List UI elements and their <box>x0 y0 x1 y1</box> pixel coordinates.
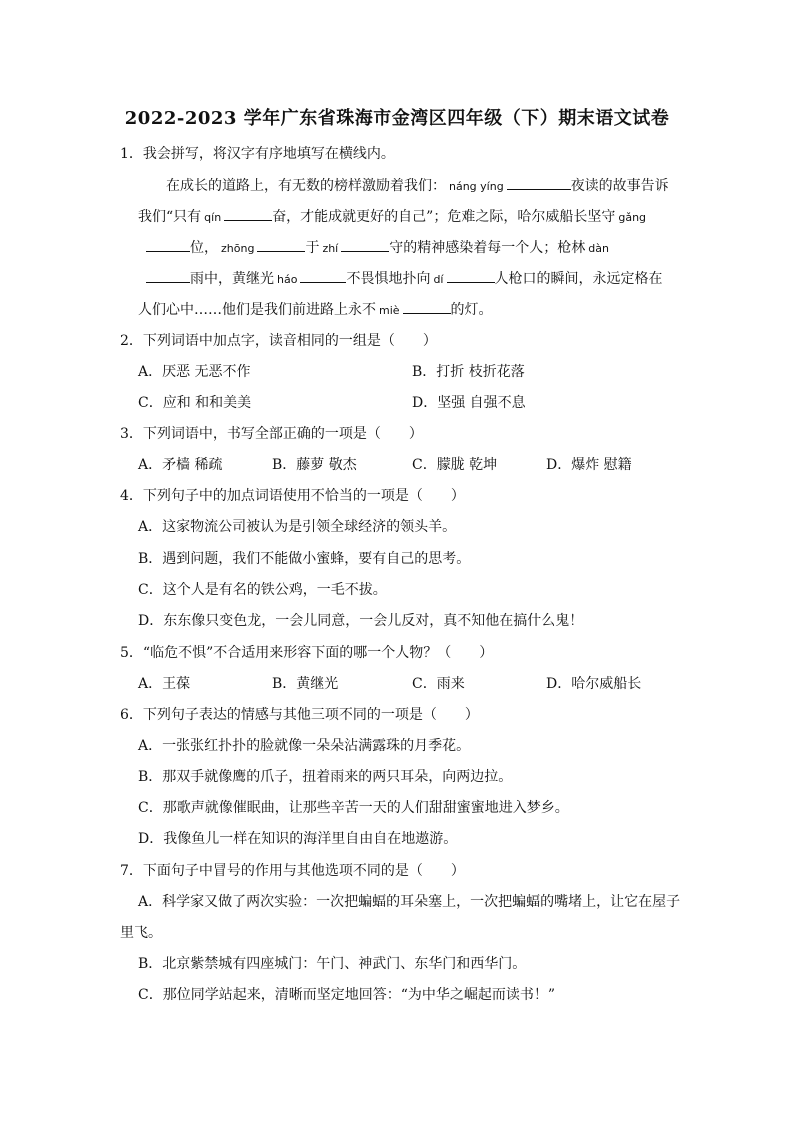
q1-line-1 <box>166 175 669 197</box>
q2-option-c[interactable]: C．应和 和和美美 <box>138 395 252 411</box>
q1-text: 人枪口的瞬间，永远定格在 <box>494 271 663 287</box>
q1-text: 在成长的道路上，有无数的榜样激励着我们： <box>166 178 446 194</box>
question-2-stem: 2．下列词语中加点字，读音相同的一组是（ ） <box>120 333 437 349</box>
q1-text: 于 <box>305 240 320 256</box>
q4-option-d[interactable]: D．东东像只变色龙，一会儿同意，一会儿反对，真不知他在搞什么鬼！ <box>138 613 584 629</box>
answer-blank[interactable] <box>447 268 495 283</box>
q6-option-c[interactable]: C．那歌声就像催眠曲，让那些辛苦一天的人们甜甜蜜蜜地进入梦乡。 <box>138 800 569 816</box>
q7-option-a-continued: 里飞。 <box>120 925 162 941</box>
q1-text: 我们“只有 <box>138 209 202 225</box>
pinyin: dàn <box>588 242 609 255</box>
q3-option-b[interactable]: B．藤萝 敬杰 <box>272 457 357 473</box>
q6-option-b[interactable]: B．那双手就像鹰的爪子，扭着雨来的两只耳朵，向两边拉。 <box>138 769 513 785</box>
q4-option-a[interactable]: A．这家物流公司被认为是引领全球经济的领头羊。 <box>138 519 457 535</box>
pinyin: qín <box>204 211 222 224</box>
q1-text: 人们心中……他们是我们前进路上永不 <box>138 302 376 318</box>
q1-line-3 <box>146 237 612 259</box>
q5-option-d[interactable]: D．哈尔威船长 <box>546 676 642 692</box>
q5-option-c[interactable]: C．雨来 <box>412 676 465 692</box>
pinyin: dí <box>433 273 444 286</box>
q3-option-a[interactable]: A．矛樯 稀疏 <box>138 457 223 473</box>
q3-option-c[interactable]: C．朦胧 乾坤 <box>412 457 498 473</box>
question-6-stem: 6．下列句子表达的情感与其他三项不同的一项是（ ） <box>120 707 479 723</box>
q1-text: 位， <box>190 240 218 256</box>
q7-option-a[interactable]: A．科学家又做了两次实验：一次把蝙蝠的耳朵塞上，一次把蝙蝠的嘴堵上，让它在屋子 <box>138 894 681 910</box>
q1-line-2 <box>138 206 649 228</box>
q6-option-a[interactable]: A．一张张红扑扑的脸就像一朵朵沾满露珠的月季花。 <box>138 738 471 754</box>
answer-blank[interactable] <box>257 237 305 252</box>
q4-option-b[interactable]: B．遇到问题，我们不能做小蜜蜂，要有自己的思考。 <box>138 551 471 567</box>
q7-option-c[interactable]: C．那位同学站起来，清晰而坚定地回答：“为中华之崛起而读书！” <box>138 987 556 1003</box>
pinyin: zhí <box>322 242 339 255</box>
q6-option-d[interactable]: D．我像鱼儿一样在知识的海洋里自由自在地遨游。 <box>138 831 458 847</box>
pinyin: gǎng <box>618 211 647 224</box>
q2-option-a[interactable]: A．厌恶 无恶不作 <box>138 364 251 380</box>
question-7-stem: 7．下面句子中冒号的作用与其他选项不同的是（ ） <box>120 863 465 879</box>
q1-line-4 <box>146 268 663 290</box>
pinyin: zhōng <box>221 242 255 255</box>
q2-option-d[interactable]: D．坚强 自强不息 <box>412 395 526 411</box>
q1-text: 的灯。 <box>450 302 493 318</box>
q1-text: 雨中，黄继光 <box>190 271 274 287</box>
question-4-stem: 4．下列句子中的加点词语使用不恰当的一项是（ ） <box>120 488 465 504</box>
answer-blank[interactable] <box>403 299 451 314</box>
answer-blank[interactable] <box>224 206 272 221</box>
question-5-stem: 5．“临危不惧”不合适用来形容下面的哪一个人物？（ ） <box>120 645 494 661</box>
pinyin: náng yíng <box>449 180 504 193</box>
question-1-stem: 1．我会拼写，将汉字有序地填写在横线内。 <box>120 146 395 162</box>
q3-option-d[interactable]: D．爆炸 慰籍 <box>546 457 632 473</box>
answer-blank[interactable] <box>146 268 190 283</box>
q7-option-b[interactable]: B．北京紫禁城有四座城门：午门、神武门、东华门和西华门。 <box>138 956 527 972</box>
q5-option-b[interactable]: B．黄继光 <box>272 676 339 692</box>
question-3-stem: 3．下列词语中，书写全部正确的一项是（ ） <box>120 426 423 442</box>
q2-option-b[interactable]: B．打折 枝折花落 <box>412 364 525 380</box>
q1-text: 不畏惧地扑向 <box>346 271 431 287</box>
answer-blank[interactable] <box>507 175 571 190</box>
q1-text: 守的精神感染着每一个人；枪林 <box>389 240 586 256</box>
q1-line-5 <box>138 299 493 321</box>
q4-option-c[interactable]: C．这个人是有名的铁公鸡，一毛不拔。 <box>138 582 387 598</box>
pinyin: miè <box>379 304 400 317</box>
answer-blank[interactable] <box>341 237 389 252</box>
pinyin: háo <box>277 273 298 286</box>
answer-blank[interactable] <box>146 237 190 252</box>
q1-text: 夜读的故事告诉 <box>570 178 669 194</box>
q1-text: 奋，才能成就更好的自己”；危难之际，哈尔威船长坚守 <box>272 209 616 225</box>
page-title: 2022-2023 学年广东省珠海市金湾区四年级（下）期末语文试卷 <box>124 108 670 129</box>
answer-blank[interactable] <box>300 268 346 283</box>
q5-option-a[interactable]: A．王葆 <box>138 676 191 692</box>
